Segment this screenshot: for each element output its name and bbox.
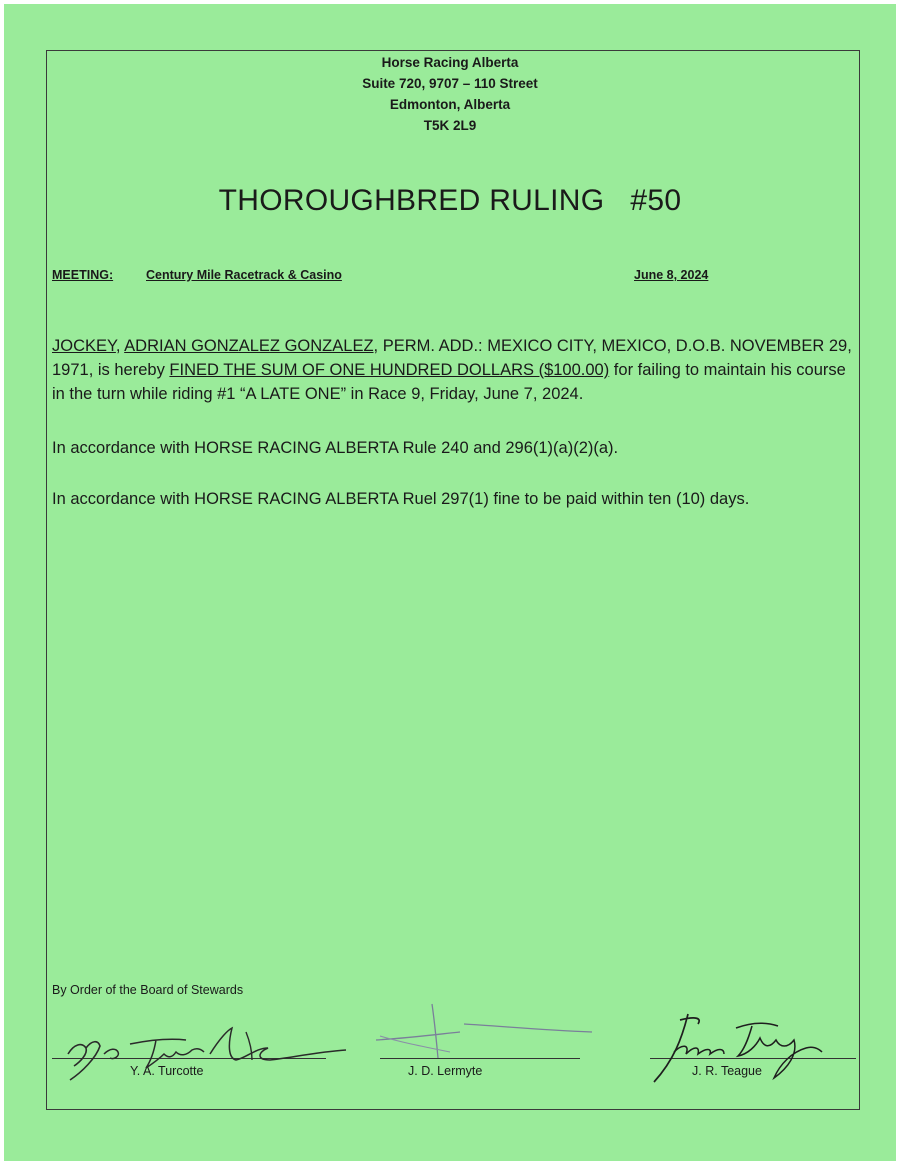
org-address-line1: Suite 720, 9707 – 110 Street — [362, 76, 538, 91]
ruling-jockey-name: ADRIAN GONZALEZ GONZALEZ — [124, 337, 374, 355]
ruling-paragraph — [52, 334, 852, 406]
ruling-offense: for failing to maintain his course in the turn while riding #1 “A LATE ONE” in Race 9, Friday, June 7, 2024. — [52, 361, 846, 403]
rule-reference-2: In accordance with HORSE RACING ALBERTA Ruel 297(1) fine to be paid within ten (10) days. — [52, 490, 750, 508]
ruling-title — [0, 184, 900, 218]
meeting-venue: Century Mile Racetrack & Casino — [146, 268, 342, 282]
ruling-role: JOCKEY — [52, 337, 116, 355]
org-name: Horse Racing Alberta — [381, 55, 519, 70]
signature-teague — [640, 1008, 830, 1088]
ruling-number: #50 — [630, 184, 682, 217]
signature-lermyte — [370, 996, 600, 1076]
org-address-line2: Edmonton, Alberta — [389, 97, 511, 112]
rule-reference-1: In accordance with HORSE RACING ALBERTA Rule 240 and 296(1)(a)(2)(a). — [52, 439, 619, 457]
ruling-title-text: THOROUGHBRED RULING — [218, 184, 605, 217]
steward-name-lermyte: J. D. Lermyte — [408, 1064, 483, 1078]
meeting-date: June 8, 2024 — [634, 268, 709, 282]
board-order-text: By Order of the Board of Stewards — [52, 983, 244, 997]
steward-name-teague: J. R. Teague — [692, 1064, 762, 1078]
org-postal-code: T5K 2L9 — [423, 118, 477, 133]
ruling-sep: , — [115, 337, 125, 355]
ruling-details: , PERM. ADD.: MEXICO CITY, MEXICO, D.O.B. NOVEMBER 29, 1971, is hereby — [52, 337, 852, 379]
meeting-label: MEETING: — [52, 268, 114, 282]
steward-name-turcotte: Y. A. Turcotte — [130, 1064, 204, 1078]
signature-turcotte — [60, 1018, 350, 1088]
ruling-fine: FINED THE SUM OF ONE HUNDRED DOLLARS ($100.00) — [169, 361, 610, 379]
